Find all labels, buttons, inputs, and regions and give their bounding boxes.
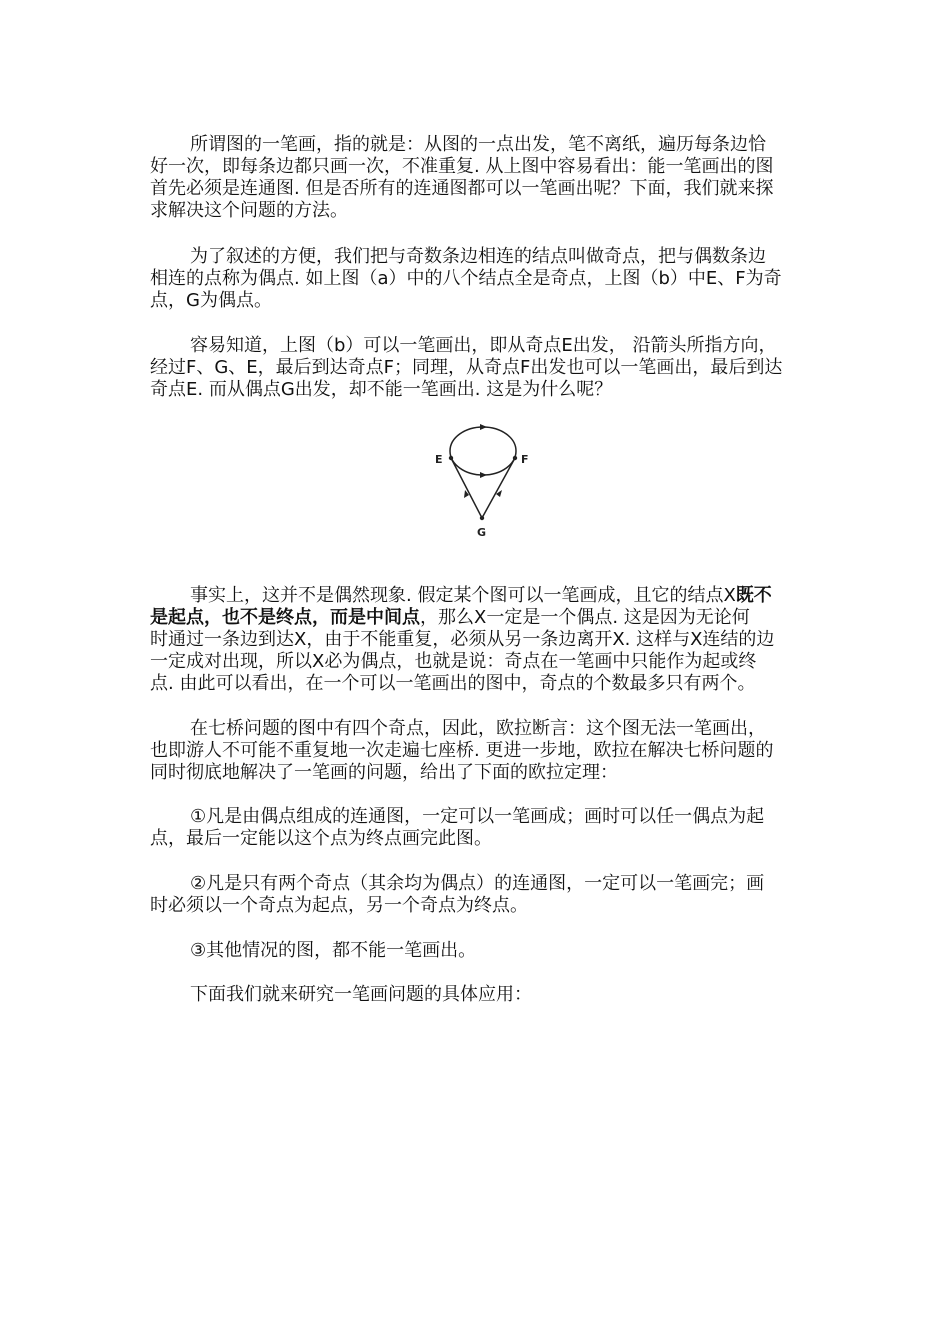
text-line: 时通过一条边到达X，由于不能重复，必须从另一条边离开X. 这样与X连结的边 bbox=[150, 629, 775, 650]
text-line: 点. 由此可以看出，在一个可以一笔画出的图中，奇点的个数最多只有两个。 bbox=[150, 673, 756, 694]
edge-e-g bbox=[451, 458, 482, 518]
text-line: 一定成对出现，所以X必为偶点，也就是说：奇点在一笔画中只能作为起或终 bbox=[150, 651, 757, 672]
text-line: 在七桥问题的图中有四个奇点，因此，欧拉断言：这个图无法一笔画出， bbox=[190, 718, 766, 739]
text-line: 经过F、G、E，最后到达奇点F；同理，从奇点F出发也可以一笔画出，最后到达 bbox=[150, 357, 783, 378]
text-line: 容易知道，上图（b）可以一笔画出，即从奇点E出发， 沿箭头所指方向， bbox=[190, 335, 777, 356]
paragraph-proof bbox=[150, 585, 812, 695]
text-line: 首先必须是连通图. 但是否所有的连通图都可以一笔画出呢？下面，我们就来探 bbox=[150, 178, 774, 199]
text-run: 事实上，这并不是偶然现象. 假定某个图可以一笔画成，且它的结点X bbox=[190, 585, 736, 606]
label-e: E bbox=[435, 453, 443, 466]
paragraph-seven-bridges bbox=[150, 718, 812, 784]
paragraph-applications bbox=[150, 984, 812, 1006]
arrow-top bbox=[480, 424, 487, 430]
bold-text: 是起点，也不是终点，而是中间点 bbox=[150, 607, 420, 628]
text-line: 同时彻底地解决了一笔画的问题，给出了下面的欧拉定理： bbox=[150, 762, 618, 783]
graph-figure bbox=[425, 418, 545, 543]
text-line: 求解决这个问题的方法。 bbox=[150, 200, 348, 221]
paragraph-definition bbox=[150, 134, 812, 222]
paragraph-example bbox=[150, 335, 812, 401]
text-line: 下面我们就来研究一笔画问题的具体应用： bbox=[190, 984, 532, 1005]
text-line: 相连的点称为偶点. 如上图（a）中的八个结点全是奇点，上图（b）中E、F为奇 bbox=[150, 268, 782, 289]
arrow-bottom bbox=[480, 472, 487, 478]
text-line bbox=[150, 585, 812, 607]
text-line: 好一次，即每条边都只画一次，不准重复. 从上图中容易看出：能一笔画出的图 bbox=[150, 156, 774, 177]
text-line: ③其他情况的图，都不能一笔画出。 bbox=[190, 940, 477, 961]
text-line: 点，G为偶点。 bbox=[150, 290, 272, 311]
paragraph-theorem-3 bbox=[150, 940, 812, 962]
text-line: 所谓图的一笔画，指的就是：从图的一点出发，笔不离纸，遍历每条边恰 bbox=[190, 134, 766, 155]
text-line: ②凡是只有两个奇点（其余均为偶点）的连通图，一定可以一笔画完；画 bbox=[190, 873, 765, 894]
paragraph-theorem-1 bbox=[150, 806, 812, 850]
paragraph-theorem-2 bbox=[150, 873, 812, 917]
paragraph-odd-even-points bbox=[150, 246, 812, 312]
label-f: F bbox=[521, 453, 529, 466]
text-line: 时必须以一个奇点为起点，另一个奇点为终点。 bbox=[150, 895, 528, 916]
loop-edge bbox=[450, 427, 516, 475]
edge-f-g bbox=[482, 458, 515, 518]
text-line: 奇点E. 而从偶点G出发，却不能一笔画出. 这是为什么呢？ bbox=[150, 379, 613, 400]
bold-text: 既不 bbox=[735, 585, 772, 606]
text-line: 点，最后一定能以这个点为终点画完此图。 bbox=[150, 828, 492, 849]
text-line: ①凡是由偶点组成的连通图，一定可以一笔画成；画时可以任一偶点为起 bbox=[190, 806, 765, 827]
text-line: 为了叙述的方便，我们把与奇数条边相连的结点叫做奇点，把与偶数条边 bbox=[190, 246, 766, 267]
node-g bbox=[480, 516, 484, 520]
text-line: 也即游人不可能不重复地一次走遍七座桥. 更进一步地，欧拉在解决七桥问题的 bbox=[150, 740, 774, 761]
text-line bbox=[150, 607, 812, 629]
node-f bbox=[513, 456, 517, 460]
node-e bbox=[449, 456, 453, 460]
graph-diagram bbox=[425, 418, 545, 543]
text-run: ，那么X一定是一个偶点. 这是因为无论何 bbox=[420, 607, 750, 628]
label-g: G bbox=[477, 526, 487, 539]
